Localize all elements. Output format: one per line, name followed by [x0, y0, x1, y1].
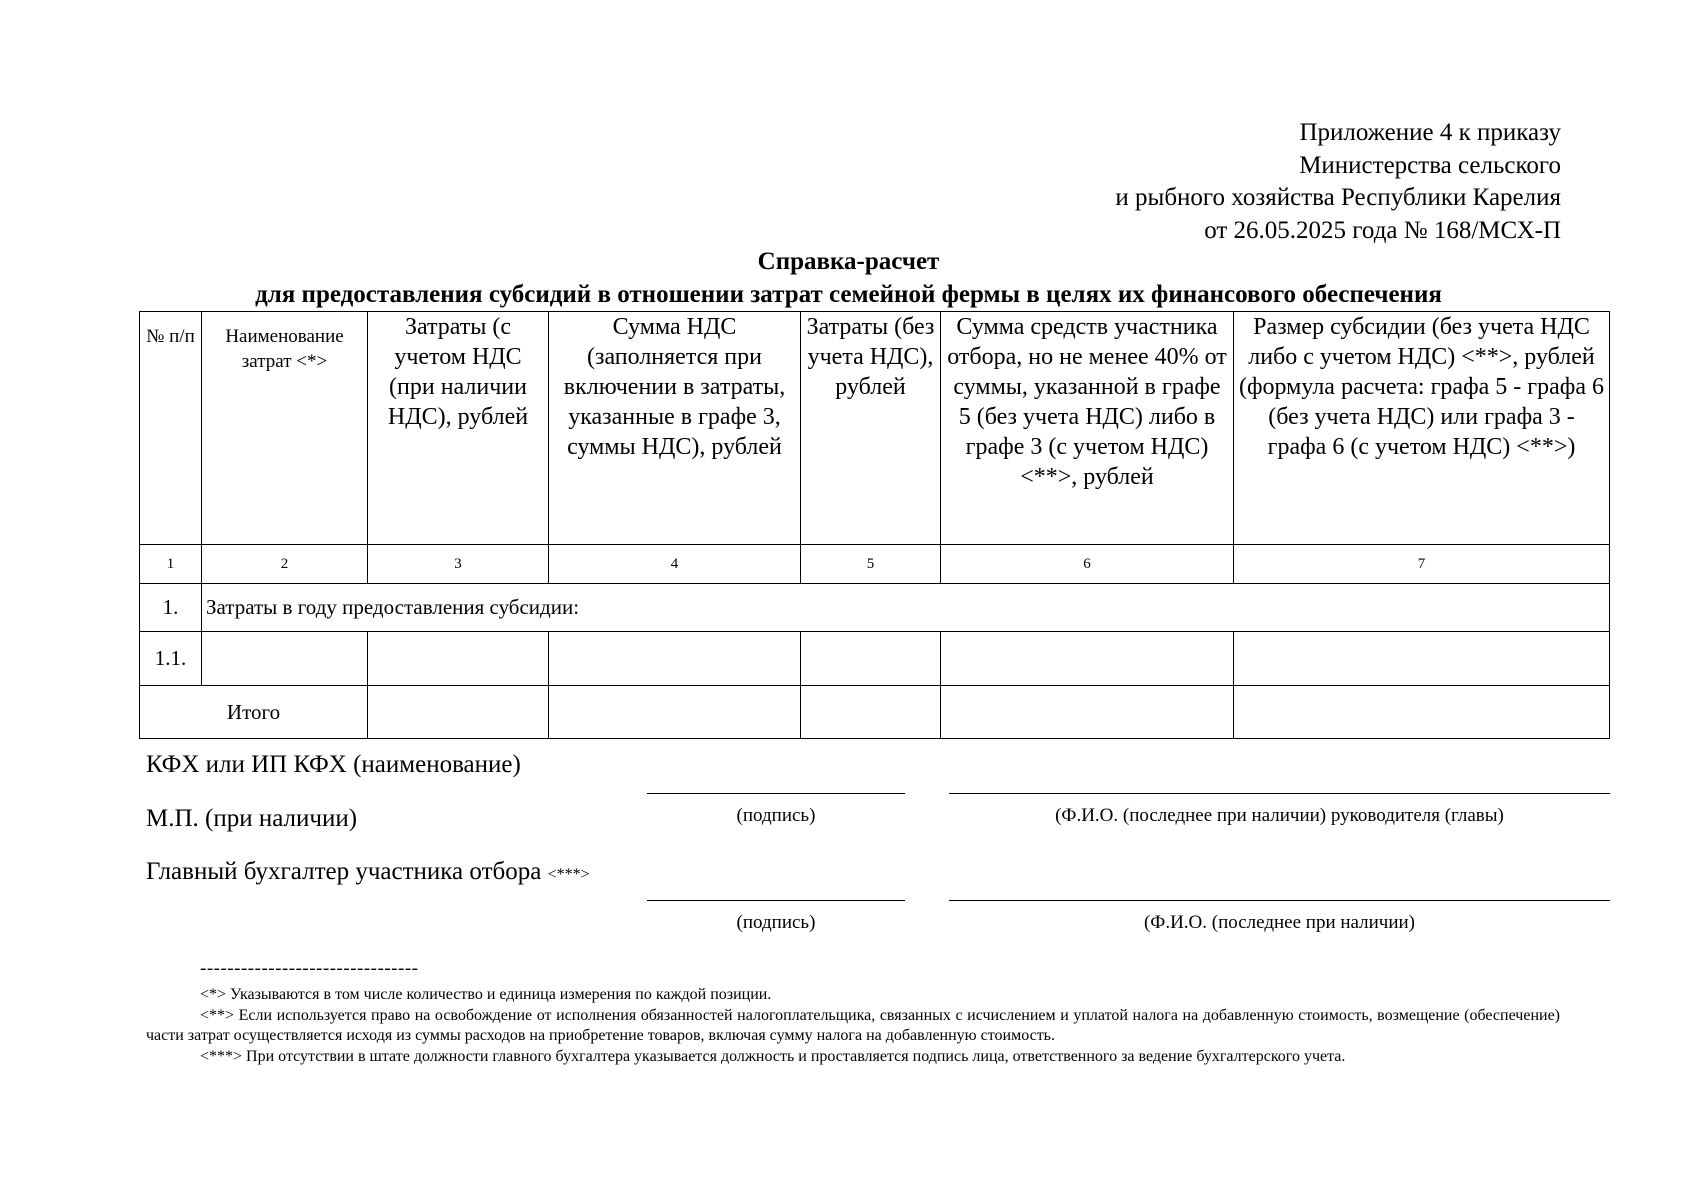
org-name-label: КФХ или ИП КФХ (наименование) [146, 751, 521, 778]
head-name-caption: (Ф.И.О. (последнее при наличии) руководителя (главы) [1055, 805, 1504, 826]
accountant-signature-line [647, 900, 905, 901]
footnote-2: <**> Если используется право на освобождение от исполнения обязанностей налогоплательщика, связанных с исчислением и уплатой налога на добавленную стоимость, возмещение (обеспечение) части затрат осуществляется исходя из суммы расходов на приобретение товаров, включая сумму налога на добавленную стоимость. [146, 1006, 1560, 1044]
document-title: Справка-расчет [757, 248, 940, 275]
column-number: 6 [941, 545, 1234, 584]
column-number: 3 [368, 545, 549, 584]
table-cell-empty [549, 686, 801, 739]
appendix-line-4: от 26.05.2025 года № 168/МСХ-П [1204, 216, 1561, 244]
accountant-signature-caption: (подпись) [736, 912, 816, 933]
appendix-line-1: Приложение 4 к приказу [1299, 119, 1561, 146]
signature-caption: (подпись) [736, 805, 816, 826]
header-col-6: Сумма средств участника отбора, но не менее 40% от суммы, указанной в графе 5 (без учета НДС) либо в графе 3 (с учетом НДС) <**>, рублей [941, 312, 1234, 545]
accountant-footnote-mark: <***> [547, 866, 590, 883]
head-signature-line [647, 793, 905, 794]
accountant-name-caption: (Ф.И.О. (последнее при наличии) [1143, 912, 1416, 933]
footnote-3: <***> При отсутствии в штате должности главного бухгалтера указывается должность и проставляется подпись лица, ответственного за ведение бухгалтерского учета. [200, 1047, 1346, 1065]
table-row-total [140, 686, 1610, 739]
column-number: 2 [202, 545, 368, 584]
accountant-name-line [949, 900, 1610, 901]
table-cell-empty [1234, 632, 1610, 686]
column-number: 7 [1234, 545, 1610, 584]
table-cell-empty [1234, 686, 1610, 739]
column-number: 1 [140, 545, 202, 584]
table-cell-empty [801, 686, 941, 739]
table-cell-empty [368, 632, 549, 686]
header-col-1: № п/п [140, 312, 202, 545]
table-row-1-1 [140, 632, 1610, 686]
column-number: 5 [801, 545, 941, 584]
header-col-4: Сумма НДС (заполняется при включении в затраты, указанные в графе 3, суммы НДС), рублей [549, 312, 801, 545]
table-cell-empty [801, 632, 941, 686]
header-col-7: Размер субсидии (без учета НДС либо с учетом НДС) <**>, рублей (формула расчета: графа 5 - графа 6 (без учета НДС) или графа 3 - графа 6 (с учетом НДС) <**>) [1234, 312, 1610, 545]
table-cell-empty [549, 632, 801, 686]
document-subtitle: для предоставления субсидий в отношении затрат семейной фермы в целях их финансового обеспечения [255, 281, 1442, 308]
column-number-row [140, 545, 1610, 584]
row-number: 1.1. [140, 632, 202, 686]
appendix-block [1115, 117, 1561, 247]
header-col-3: Затраты (с учетом НДС (при наличии НДС), рублей [368, 312, 549, 545]
table-cell-empty [202, 632, 368, 686]
footnote-1: <*> Указываются в том числе количество и единица измерения по каждой позиции. [200, 986, 772, 1003]
table-cell-empty [941, 632, 1234, 686]
header-col-5: Затраты (без учета НДС), рублей [801, 312, 941, 545]
table-cell-empty [368, 686, 549, 739]
table-cell-empty [941, 686, 1234, 739]
table-header-row [140, 312, 1610, 545]
calculation-table [139, 311, 1610, 739]
row-number: 1. [140, 584, 202, 632]
accountant-label-text: Главный бухгалтер участника отбора [146, 858, 542, 885]
column-number: 4 [549, 545, 801, 584]
head-name-line [949, 793, 1610, 794]
footnotes-block [146, 985, 1560, 1067]
accountant-label [146, 858, 590, 886]
header-col-2: Наименование затрат <*> [202, 312, 368, 545]
appendix-line-2: Министерства сельского [1299, 151, 1561, 179]
table-row-expenses-year [140, 584, 1610, 632]
footnote-separator: -------------------------------- [200, 958, 419, 979]
row-section-label: Затраты в году предоставления субсидии: [202, 584, 1610, 632]
stamp-label: М.П. (при наличии) [146, 805, 358, 832]
appendix-line-3: и рыбного хозяйства Республики Карелия [1115, 184, 1561, 211]
total-label: Итого [140, 686, 368, 739]
